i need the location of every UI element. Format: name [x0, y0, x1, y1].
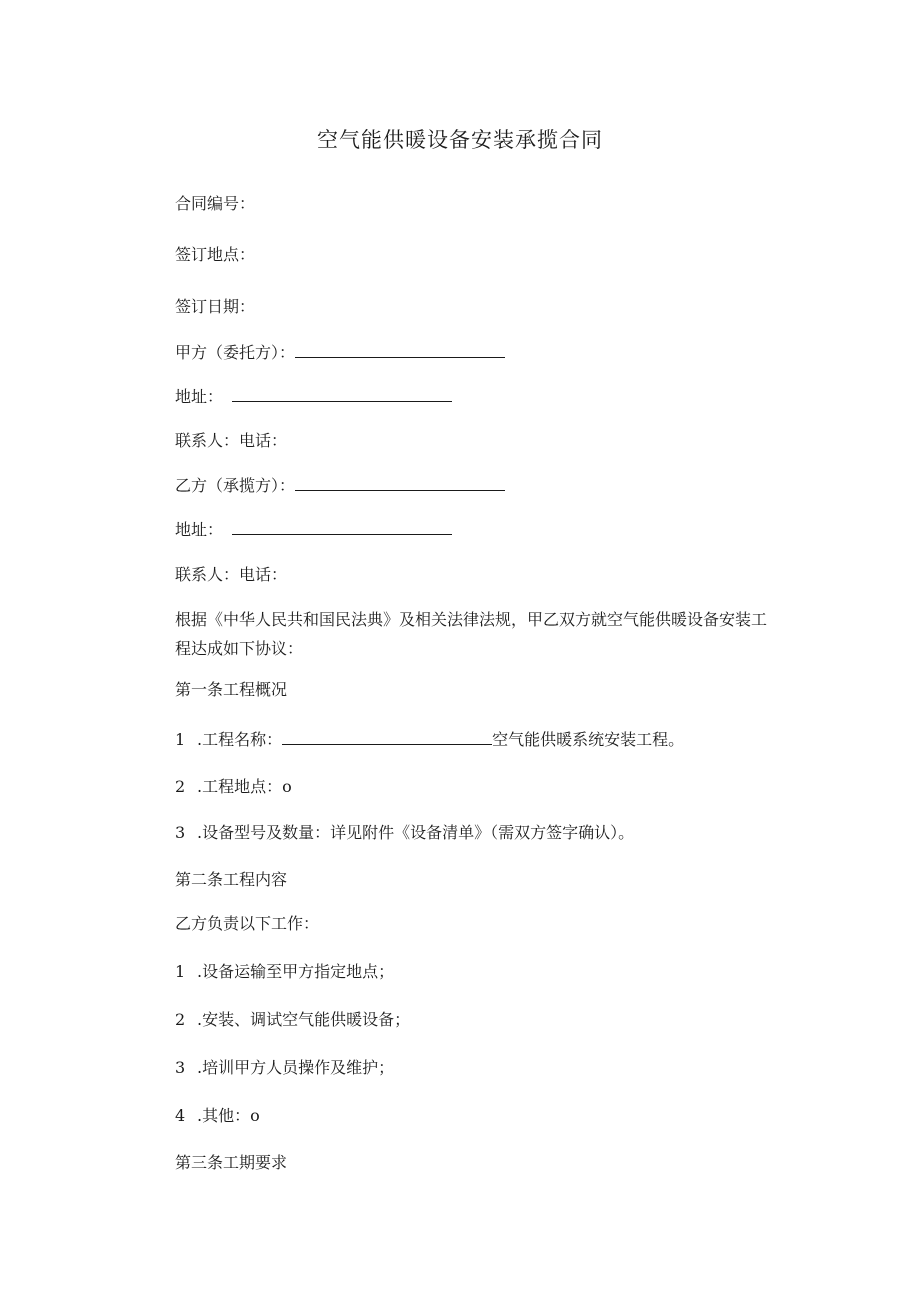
article1-item [175, 730, 684, 750]
item-text: .安装、调试空气能供暖设备； [197, 1010, 411, 1029]
item-text: .工程地点：o [197, 777, 292, 796]
sign-date-field: 签订日期： [175, 297, 256, 316]
item-suffix: 空气能供暖系统安装工程。 [492, 730, 685, 749]
article2-intro: 乙方负责以下工作： [175, 914, 320, 933]
article2-item [175, 1106, 260, 1126]
item-prefix: .工程名称： [197, 730, 283, 749]
project-name-blank [282, 730, 492, 745]
party-b-line [175, 476, 505, 496]
party-a-address-line [175, 387, 452, 407]
document-title: 空气能供暖设备安装承揽合同 [317, 128, 603, 152]
preamble-text: 根据《中华人民共和国民法典》及相关法律法规，甲乙双方就空气能供暖设备安装工程达成如下协议： [175, 610, 768, 658]
article3-heading: 第三条工期要求 [175, 1153, 288, 1172]
party-a-address-blank [232, 387, 452, 402]
item-number: 1 [175, 730, 186, 749]
item-number: 3 [175, 823, 186, 842]
preamble-paragraph [175, 605, 775, 663]
party-a-blank [295, 343, 505, 358]
article1-item [175, 823, 634, 843]
article1-heading: 第一条工程概况 [175, 680, 288, 699]
party-a-address-label: 地址： [175, 387, 224, 406]
party-b-address-line [175, 520, 452, 540]
article2-item [175, 1058, 394, 1078]
item-number: 2 [175, 777, 186, 796]
article2-heading: 第二条工程内容 [175, 870, 288, 889]
party-b-label: 乙方（承揽方）： [175, 476, 296, 495]
item-text: .设备型号及数量：详见附件《设备清单》（需双方签字确认）。 [197, 823, 635, 842]
party-a-contact-field: 联系人：电话： [175, 431, 288, 450]
item-number: 1 [175, 962, 186, 981]
item-number: 2 [175, 1010, 186, 1029]
item-number: 3 [175, 1058, 186, 1077]
party-b-blank [295, 476, 505, 491]
article2-item [175, 1010, 410, 1030]
party-b-address-blank [232, 520, 452, 535]
article1-item [175, 777, 292, 797]
party-b-address-label: 地址： [175, 520, 224, 539]
party-a-line [175, 343, 505, 363]
contract-number-field: 合同编号： [175, 194, 256, 213]
party-b-contact-field: 联系人：电话： [175, 565, 288, 584]
article2-item [175, 962, 394, 982]
sign-place-field: 签订地点： [175, 245, 256, 264]
item-text: .其他：o [197, 1106, 260, 1125]
item-number: 4 [175, 1106, 186, 1125]
item-text: .设备运输至甲方指定地点； [197, 962, 395, 981]
party-a-label: 甲方（委托方）： [175, 343, 296, 362]
item-text: .培训甲方人员操作及维护； [197, 1058, 395, 1077]
